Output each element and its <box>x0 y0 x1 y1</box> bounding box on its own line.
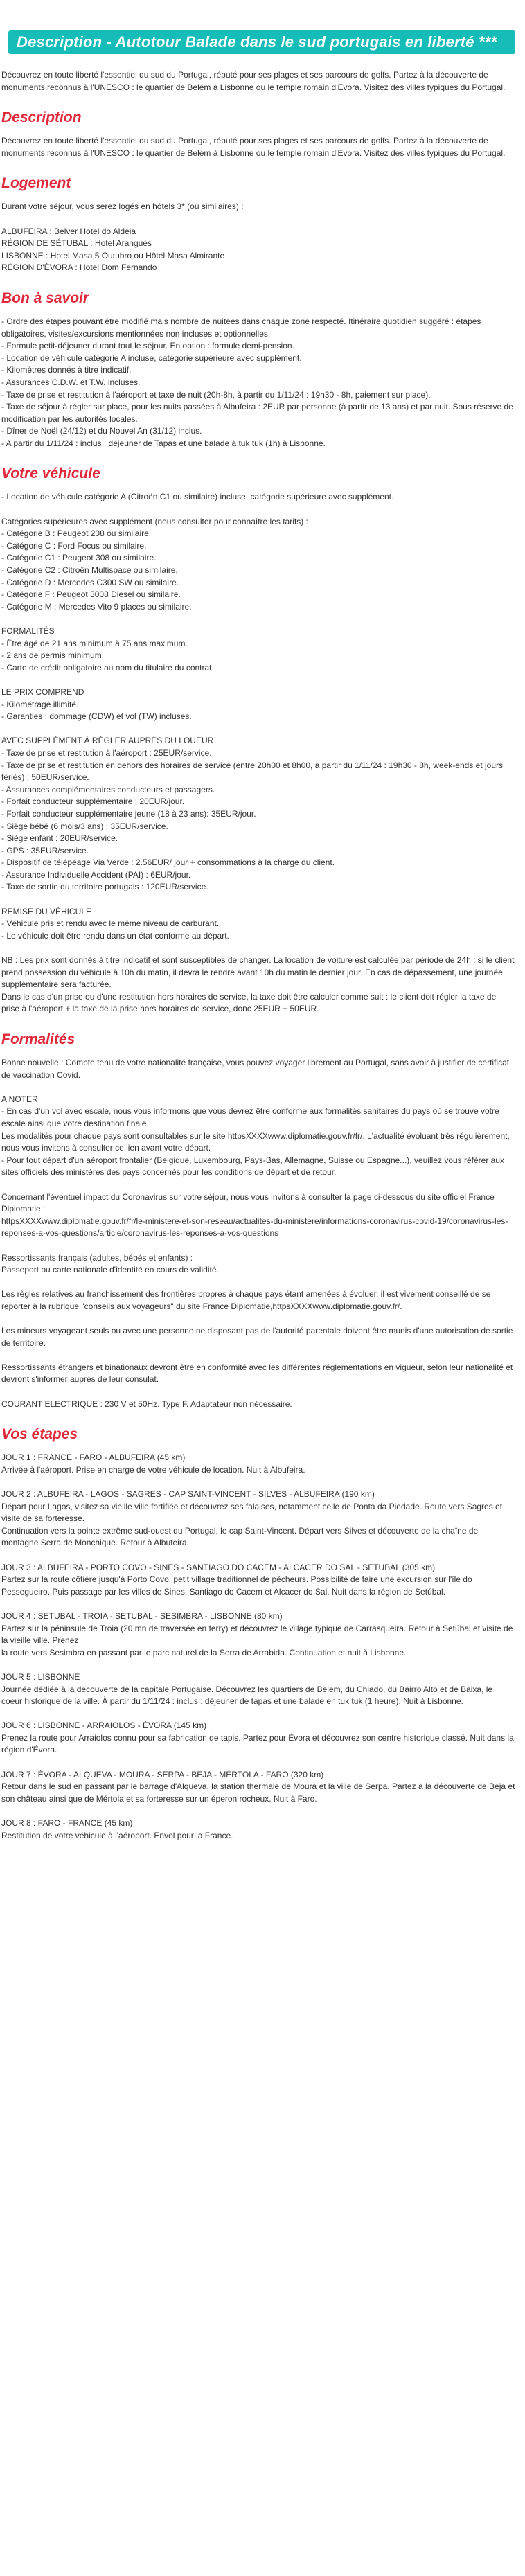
description-banner <box>8 30 515 54</box>
content <box>0 69 525 1842</box>
section-title-formalites: Formalités <box>1 1031 75 1047</box>
etapes-text: JOUR 1 : FRANCE - FARO - ALBUFEIRA (45 km) Arrivée à l'aéroport. Prise en charge de votre véhicule de location. Nuit à Albufeira. JOUR 2 : ALBUFEIRA - LAGOS - SAGRES - CAP SAINT-VINCENT - SILVES - ALBUFEIRA (190 km) Départ pour Lagos, visitez sa vieille ville fortifiée et découvrez ses falaises, notamment celle de Ponta da Piedade. Route vers Sagres et visite de sa forteresse. Continuation vers la pointe extrême sud-ouest du Portugal, le cap Saint-Vincent. Départ vers Silves et découverte de la chaîne de montagne Serra de Monchique. Retour à Albufeira. JOUR 3 : ALBUFEIRA - PORTO COVO - SINES - SANTIAGO DO CACEM - ALCACER DO SAL - SETUBAL (305 km) Partez sur la route côtière jusqu'à Porto Covo, petit village traditionnel de pêcheurs. Possibilité de faire une excursion sur l'île do Pessegueiro. Puis passage par les villes de Sines, Santiago do Cacem et Alcacer do Sal. Nuit dans la région de Setúbal. JOUR 4 : SETUBAL - TROIA - SETUBAL - SESIMBRA - LISBONNE (80 km) Partez sur la péninsule de Troia (20 mn de traversée en ferry) et découvrez le village typique de Carrasqueira. Retour à Setúbal et visite de la vieille ville. Prenez la route vers Sesimbra en passant par le parc naturel de la Serra de Arrabida. Continuation et nuit à Lisbonne. JOUR 5 : LISBONNE Journée dédiée à la découverte de la capitale Portugaise. Découvrez les quartiers de Belem, du Chiado, du Bairro Alto et de Baixa, le coeur historique de la ville. À partir du 1/11/24 : inclus : déjeuner de tapas et une balade en tuk tuk (1 heure). Nuit à Lisbonne. JOUR 6 : LISBONNE - ARRAIOLOS - ÉVORA (145 km) Prenez la route pour Arraiolos connu pour sa fabrication de tapis. Partez pour Évora et découvrez son centre historique classé. Nuit dans la région d'Évora. JOUR 7 : ÉVORA - ALQUEVA - MOURA - SERPA - BEJA - MERTOLA - FARO (320 km) Retour dans le sud en passant par le barrage d'Alqueva, la station thermale de Moura et la ville de Serpa. Partez à la découverte de Beja et son château ainsi que de Mértola et sa forteresse sur un éperon rocheux. Nuit à Faro. JOUR 8 : FARO - FRANCE (45 km) Restitution de votre véhicule à l'aéroport. Envol pour la France. <box>1 1453 515 1840</box>
section-title-vehicule: Votre véhicule <box>1 465 100 482</box>
intro-text: Découvrez en toute liberté l'essentiel du sud du Portugal, réputé pour ses plages et ses parcours de golfs. Partez à la découverte de monuments reconnus à l'UNESCO : le quartier de Belém à Lisbonne ou le temple romain d'Evora. Visitez des villes typiques du Portugal. <box>1 70 506 92</box>
formalites-text: Bonne nouvelle : Compte tenu de votre nationalité française, vous pouvez voyager librement au Portugal, sans avoir à justifier de certificat de vaccination Covid. A NOTER - En cas d'un vol avec escale, nous vous informons que vous devrez être conforme aux formalités sanitaires du pays où se trouve votre escale ainsi que votre destination finale. Les modalités pour chaque pays sont consultables sur le site httpsXXXXwww.diplomatie.gouv.fr/fr/. L'actualité évoluant très régulièrement, nous vous invitons à consulter ce lien avant votre départ. - Pour tout départ d'un aéroport frontalier (Belgique, Luxembourg, Pays-Bas, Allemagne, Suisse ou Espagne...), veuillez vous référer aux sites officiels des ministères des pays concernés pour les conditions de départ et de retour. Concernant l'éventuel impact du Coronavirus sur votre séjour, nous vous invitons à consulter la page ci-dessous du site officiel France Diplomatie : httpsXXXXwww.diplomatie.gouv.fr/fr/le-ministere-et-son-reseau/actualites-du-ministere/informations-coronavirus-covid-19/coronavirus-les-reponses-a-vos-questions/article/coronavirus-les-reponses-a-vos-questions Ressortissants français (adultes, bébés et enfants) : Passeport ou carte nationale d'identité en cours de validité. Les règles relatives au franchissement des frontières propres à chaque pays étant amenées à évoluer, il est vivement conseillé de se reporter à la rubrique "conseils aux voyageurs" du site France Diplomatie,httpsXXXXwww.diplomatie.gouv.fr/. Les mineurs voyageant seuls ou avec une personne ne disposant pas de l'autorité parentale doivent être munis d'une autorisation de sortie de territoire. Ressortissants étrangers et binationaux devront être en conformité avec les différentes réglementations en vigueur, selon leur nationalité et devront s'informer auprès de leur consulat. COURANT ELECTRIQUE : 230 V et 50Hz. Type F. Adaptateur non nécessaire. <box>1 1058 513 1409</box>
description-text: Découvrez en toute liberté l'essentiel du sud du Portugal, réputé pour ses plages et ses parcours de golfs. Partez à la découverte de monuments reconnus à l'UNESCO : le quartier de Belém à Lisbonne ou le temple romain d'Evora. Visitez des villes typiques du Portugal. <box>1 136 506 158</box>
banner-title: Description - Autotour Balade dans le sud portugais en liberté *** <box>17 33 497 51</box>
logement-text: Durant votre séjour, vous serez logés en hôtels 3* (ou similaires) : ALBUFEIRA : Belver Hotel do Aldeia RÉGION DE SÉTUBAL : Hotel Arangués LISBONNE : Hotel Masa 5 Outubro ou Hôtel Masa Almirante RÉGION D'ÉVORA : Hotel Dom Fernando <box>1 202 244 273</box>
section-title-bon-a-savoir: Bon à savoir <box>1 290 89 306</box>
section-title-logement: Logement <box>1 175 71 192</box>
section-title-description: Description <box>1 109 82 126</box>
page <box>0 30 525 1863</box>
vehicule-text: - Location de véhicule catégorie A (Citroën C1 ou similaire) incluse, catégorie supérieure avec supplément. Catégories supérieures avec supplément (nous consulter pour connaître les tarifs) : - Catégorie B : Peugeot 208 ou similaire. - Catégorie C : Ford Focus ou similaire. - Catégorie C1 : Peugeot 308 ou similaire. - Catégorie C2 : Citroën Multispace ou similaire. - Catégorie D : Mercedes C300 SW ou similaire. - Catégorie F : Peugeot 3008 Diesel ou similaire. - Catégorie M : Mercedes Vito 9 places ou similaire. FORMALITÉS - Être âgé de 21 ans minimum à 75 ans maximum. - 2 ans de permis minimum. - Carte de crédit obligatoire au nom du titulaire du contrat. LE PRIX COMPREND - Kilométrage illimité. - Garanties : dommage (CDW) et vol (TW) incluses. AVEC SUPPLÉMENT À RÉGLER AUPRÈS DU LOUEUR - Taxe de prise et restitution à l'aéroport : 25EUR/service. - Taxe de prise et restitution en dehors des horaires de service (entre 20h00 et 8h00, à partir du 1/11/24 : 19h30 - 8h, week-ends et jours fériés) : 50EUR/service. - Assurances complémentaires conducteurs et passagers. - Forfait conducteur supplémentaire : 20EUR/jour. - Forfait conducteur supplémentaire jeune (18 à 23 ans): 35EUR/jour. - Siège bébé (6 mois/3 ans) : 35EUR/service. - Siège enfant : 20EUR/service. - GPS : 35EUR/service. - Dispositif de télépéage Via Verde : 2.56EUR/ jour + consommations à la charge du client. - Assurance Individuelle Accident (PAI) : 6EUR/jour. - Taxe de sortie du territoire portugais : 120EUR/service. REMISE DU VÉHICULE - Véhicule pris et rendu avec le même niveau de carburant. - Le véhicule doit être rendu dans un état conforme au départ. NB : Les prix sont donnés à titre indicatif et sont susceptibles de changer. La location de voiture est calculée par période de 24h : si le client prend possession du véhicule à 10h du matin, il devra le rendre avant 10h du matin le dernier jour. En cas de dépassement, une journée supplémentaire sera facturée. Dans le cas d'un prise ou d'une restitution hors horaires de service, la taxe doit être calculer comme suit : le client doit régler la taxe de prise à l'aéroport + la taxe de la prise hors horaires de service, donc 25EUR + 50EUR. <box>1 492 515 1014</box>
bon-a-savoir-text: - Ordre des étapes pouvant être modifié mais nombre de nuitées dans chaque zone respecté. Itinéraire quotidien suggéré : étapes obligatoires, visites/excursions mentionnées non incluses et optionnelles. - Formule petit-déjeuner durant tout le séjour. En option : formule demi-pension. - Location de véhicule catégorie A incluse, catégorie supérieure avec supplément. - Kilomètres donnés à titre indicatif. - Assurances C.D.W. et T.W. incluses. - Taxe de prise et restitution à l'aéroport et taxe de nuit (20h-8h, à partir du 1/11/24 : 19h30 - 8h, paiement sur place). - Taxe de séjour à régler sur place, pour les nuits passées à Albufeira : 2EUR par personne (à partir de 13 ans) et par nuit. Sous réserve de modification par les autorités locales. - Dîner de Noël (24/12) et du Nouvel An (31/12) inclus. - A partir du 1/11/24 : inclus : déjeuner de Tapas et une balade à tuk tuk (1h) à Lisbonne. <box>1 316 513 448</box>
section-title-etapes: Vos étapes <box>1 1426 78 1443</box>
